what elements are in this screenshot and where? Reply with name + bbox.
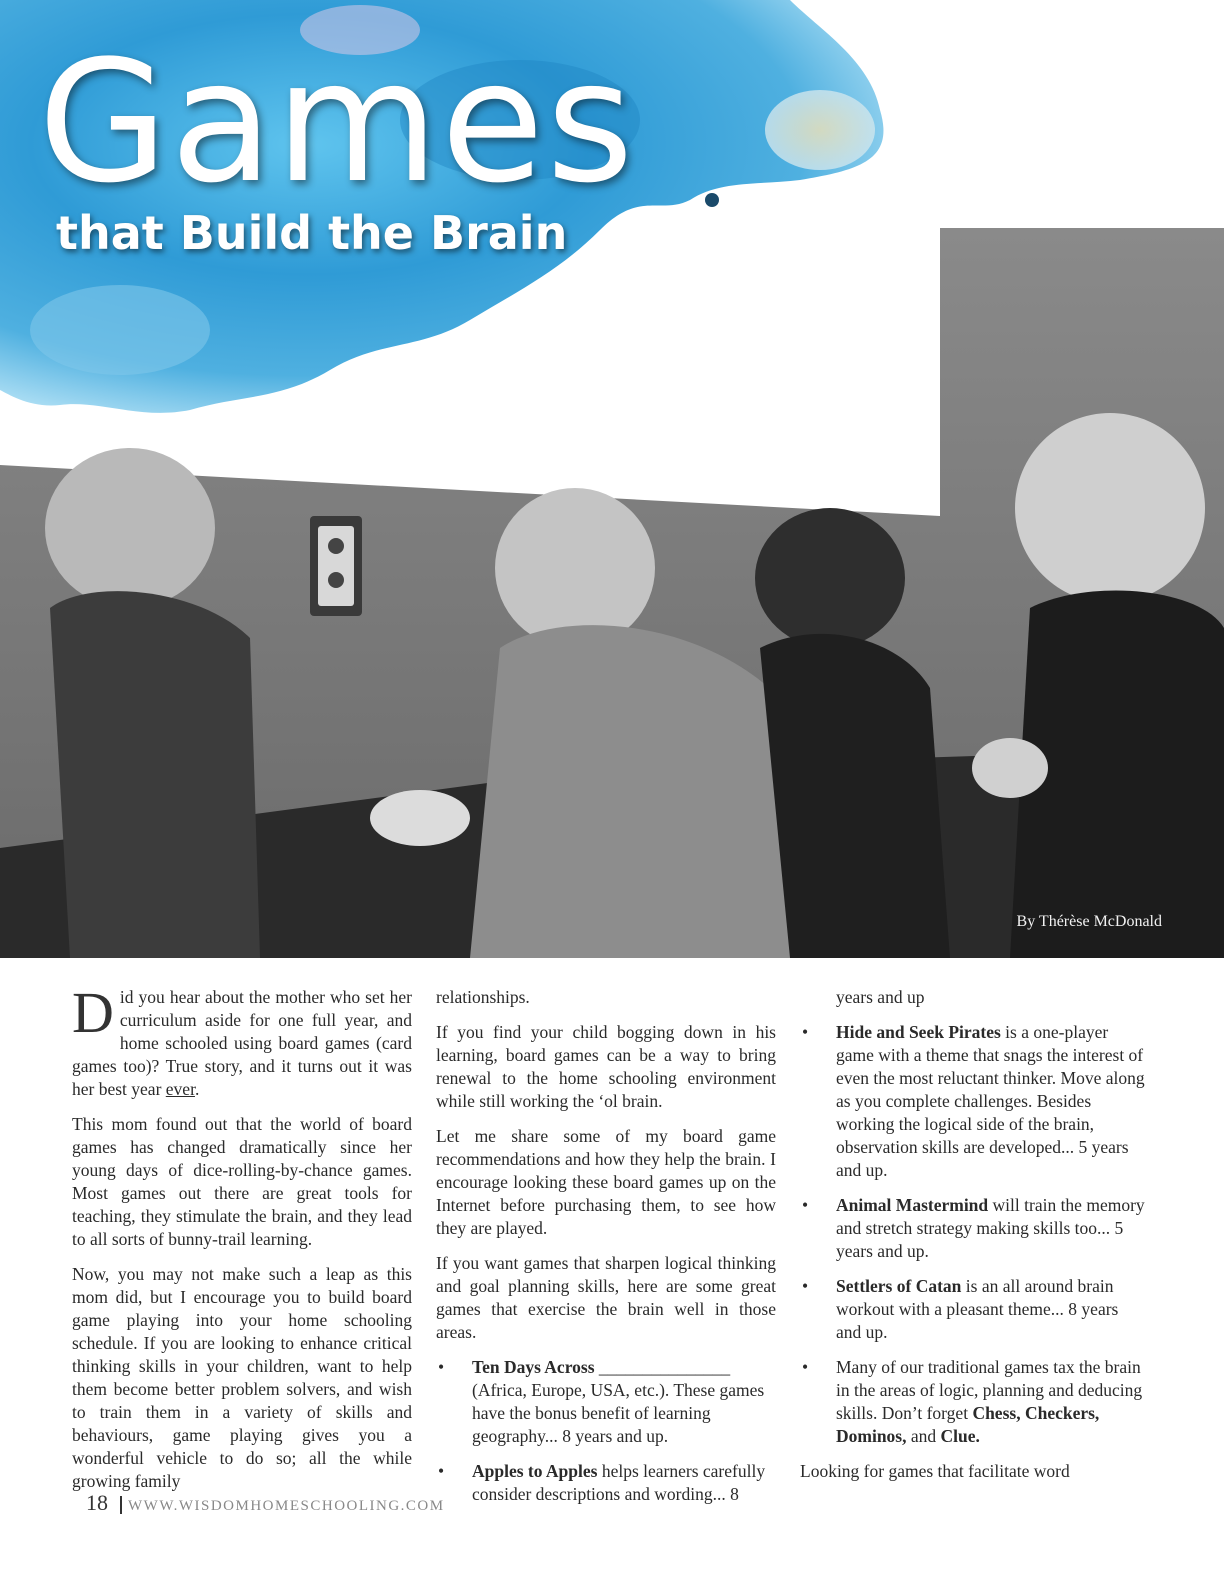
paragraph-word-games: Looking for games that facilitate word: [800, 1461, 1070, 1481]
children-playing-cards-photo: [0, 228, 1224, 958]
bullet-icon: •: [438, 1357, 445, 1377]
article-column-3: [800, 986, 1145, 1495]
page-number: 18: [86, 1490, 108, 1515]
intro-end: .: [194, 1079, 200, 1099]
article-column-2: [436, 986, 776, 1518]
game-name: Apples to Apples: [472, 1461, 598, 1481]
paragraph-2: This mom found out that the world of board games has changed dramatically since her young days of dice-rolling-by-chance games. Most games out there are great tools for teaching, they stimulate the brain, and they lead to all sorts of bunny-trail learning.: [72, 1114, 412, 1249]
game-name: Animal Mastermind: [836, 1195, 989, 1215]
bullet-icon: •: [438, 1461, 445, 1481]
article-column-1: [72, 980, 412, 1505]
game-description: will train the memory and stretch strategy making skills too... 5 years and up.: [836, 1195, 1145, 1261]
list-item: [800, 1275, 1145, 1344]
drop-cap: D: [72, 980, 114, 1045]
game-list-2: [800, 1021, 1145, 1448]
emphasis-word: ever: [165, 1079, 195, 1099]
bullet-icon: •: [802, 1022, 809, 1042]
bullet-icon: •: [802, 1276, 809, 1296]
paragraph-logical-thinking: If you want games that sharpen logical thinking and goal planning skills, here are some great games that exercise the brain well in those areas.: [436, 1253, 776, 1342]
author-byline: By Thérèse McDonald: [1016, 913, 1162, 930]
game-name: Hide and Seek Pirates: [836, 1022, 1001, 1042]
list-item-continued: years and up: [836, 987, 925, 1007]
article-title: Games: [38, 24, 636, 220]
game-name: Chess, Checkers, Dominos,: [836, 1403, 1100, 1446]
game-description: is a one-player game with a theme that snags the interest of even the most reluctant thinker. Move along as you complete challenges. Besides working the logical side of the brain, observation skills are developed... 5 years and up.: [836, 1022, 1145, 1180]
list-item: [800, 1194, 1145, 1263]
list-item: [800, 1356, 1145, 1448]
paragraph-recommendations: Let me share some of my board game recommendations and how they help the brain. I encourage looking these board games up on the Internet before purchasing them, to see how they are played.: [436, 1126, 776, 1238]
list-item: [436, 1356, 776, 1448]
paragraph-renewal: If you find your child bogging down in his learning, board games can be a way to bring renewal to the home schooling environment while still working the ‘ol brain.: [436, 1022, 776, 1111]
bullet-icon: •: [802, 1357, 809, 1377]
intro-paragraph: [72, 980, 412, 1101]
game-description: _______________ (Africa, Europe, USA, etc.). These games have the bonus benefit of learning geography... 8 years and up.: [472, 1357, 765, 1446]
list-item: [800, 1021, 1145, 1182]
intro-text: id you hear about the mother who set her curriculum aside for one full year, and home schooled using board games (card games too)? True story, and it turns out it was her best year: [72, 987, 412, 1099]
paragraph-3: Now, you may not make such a leap as this mom did, but I encourage you to build board game playing into your home schooling schedule. If you are looking to enhance critical thinking skills in your children, want to help them become better problem solvers, and wish to train them in a variety of skills and behaviours, game playing gives you a wonderful vehicle to do so; all the while growing family: [72, 1264, 412, 1491]
footer-divider: [120, 1496, 122, 1514]
page-footer: [86, 1490, 445, 1516]
game-name: Ten Days Across: [472, 1357, 595, 1377]
conjunction: and: [906, 1426, 941, 1446]
game-description: helps learners carefully consider descriptions and wording... 8: [472, 1461, 766, 1504]
list-item: [436, 1460, 776, 1506]
bullet-icon: •: [802, 1195, 809, 1215]
game-name: Clue.: [940, 1426, 980, 1446]
game-description: Many of our traditional games tax the brain in the areas of logic, planning and deducing skills. Don’t forget: [836, 1357, 1143, 1423]
article-subtitle: that Build the Brain: [56, 206, 568, 260]
game-description: is an all around brain workout with a pleasant theme... 8 years and up.: [836, 1276, 1119, 1342]
footer-url: WWW.WISDOMHOMESCHOOLING.COM: [128, 1498, 445, 1514]
game-list-1: [436, 1356, 776, 1506]
game-name: Settlers of Catan: [836, 1276, 962, 1296]
paragraph-continued: relationships.: [436, 987, 530, 1007]
